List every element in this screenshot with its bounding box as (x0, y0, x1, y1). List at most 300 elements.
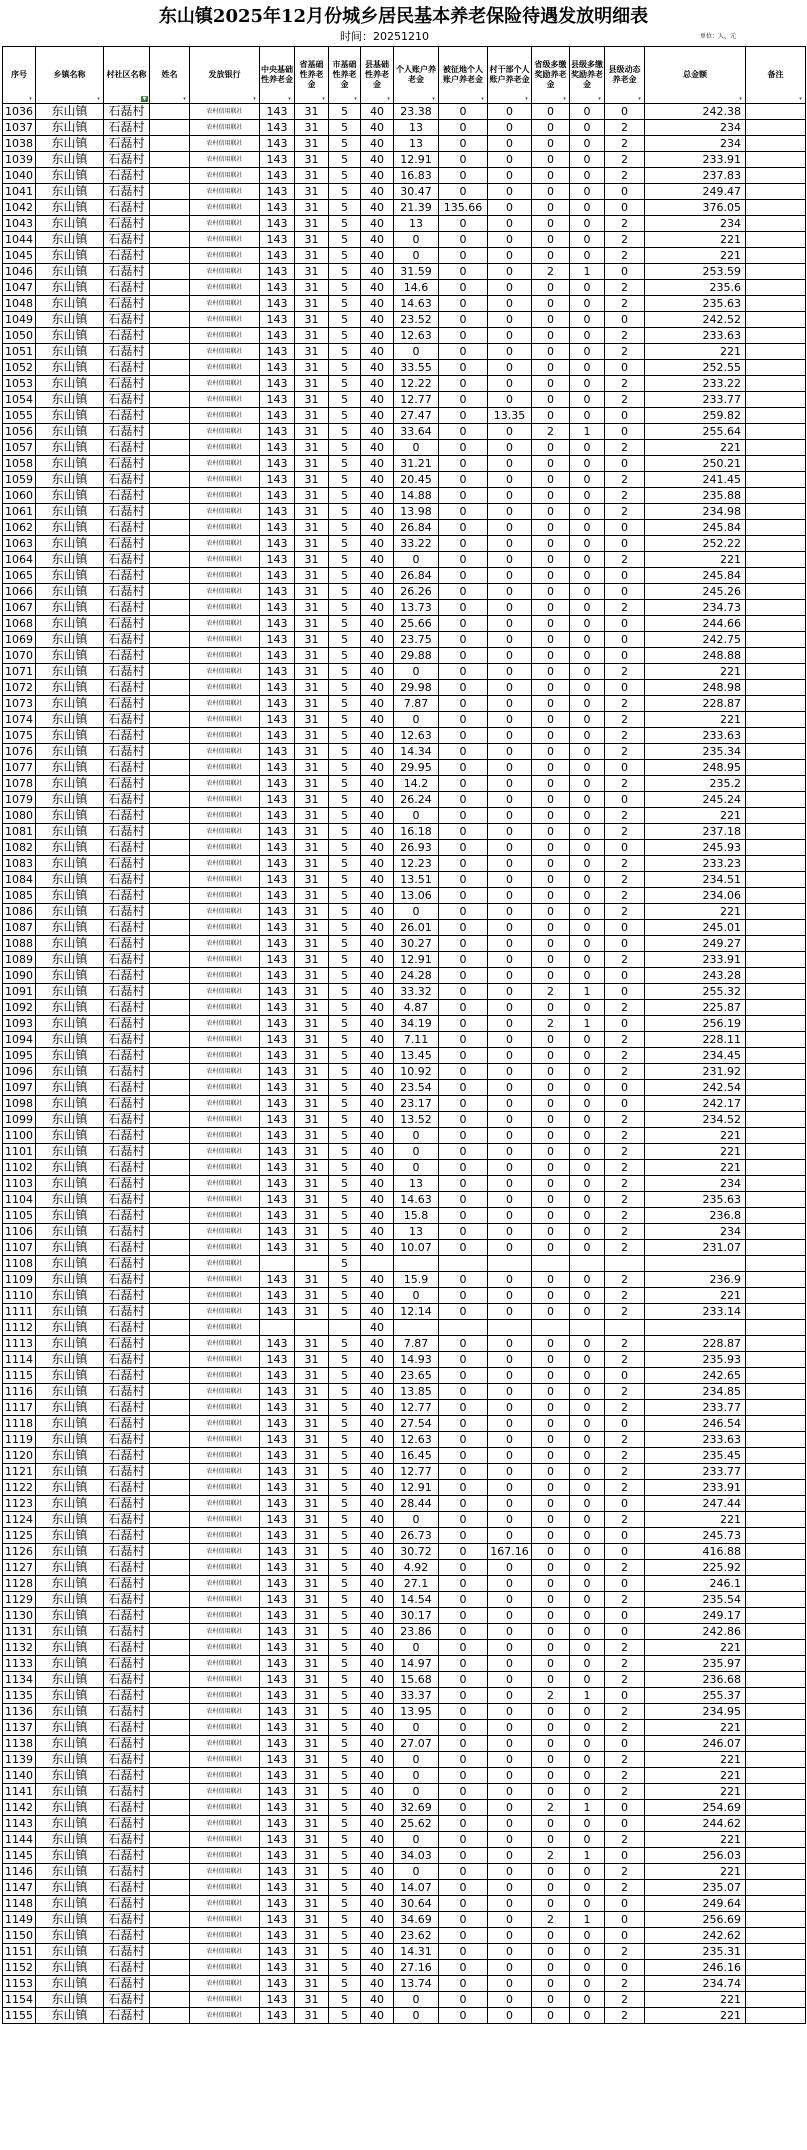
cell-remark (746, 616, 806, 632)
filter-dropdown-icon[interactable]: ▾ (251, 96, 258, 102)
cell-seq: 1078 (3, 776, 36, 792)
cell-county-bonus: 0 (570, 888, 605, 904)
table-row (3, 1944, 806, 1960)
cell-central-base: 143 (260, 568, 295, 584)
cell-personal-account: 0 (394, 440, 439, 456)
cell-bank: 农村信用联社 (190, 328, 260, 344)
cell-county-bonus: 0 (570, 360, 605, 376)
cell-personal-account: 33.32 (394, 984, 439, 1000)
cell-personal-account: 13.85 (394, 1384, 439, 1400)
cell-name (150, 792, 190, 808)
cell-name (150, 296, 190, 312)
filter-dropdown-icon[interactable]: ▾ (561, 96, 568, 102)
cell-village: 石磊村 (104, 1480, 150, 1496)
cell-personal-account: 25.62 (394, 1816, 439, 1832)
cell-personal-account: 23.52 (394, 312, 439, 328)
cell-land-acquired-account: 0 (439, 1080, 488, 1096)
filter-dropdown-icon[interactable]: ▾ (523, 96, 530, 102)
cell-cadre-account: 0 (488, 152, 532, 168)
cell-remark (746, 664, 806, 680)
cell-total: 242.62 (645, 1928, 746, 1944)
cell-personal-account: 0 (394, 1864, 439, 1880)
cell-county-bonus: 1 (570, 1016, 605, 1032)
cell-central-base: 143 (260, 1928, 295, 1944)
cell-township: 东山镇 (36, 1144, 104, 1160)
cell-land-acquired-account: 0 (439, 552, 488, 568)
filter-dropdown-icon[interactable]: ▾ (352, 96, 359, 102)
cell-total: 248.95 (645, 760, 746, 776)
filter-dropdown-icon[interactable]: ▾ (320, 96, 327, 102)
cell-land-acquired-account: 0 (439, 1640, 488, 1656)
cell-county-dynamic: 2 (605, 1944, 645, 1960)
cell-central-base: 143 (260, 2008, 295, 2024)
cell-township: 东山镇 (36, 1720, 104, 1736)
cell-name (150, 1880, 190, 1896)
cell-cadre-account: 0 (488, 1752, 532, 1768)
cell-total: 237.18 (645, 824, 746, 840)
cell-provincial-bonus: 0 (532, 104, 570, 120)
cell-county-bonus: 0 (570, 1784, 605, 1800)
cell-provincial-base: 31 (295, 1688, 329, 1704)
table-row (3, 1416, 806, 1432)
cell-name (150, 744, 190, 760)
cell-county-dynamic: 2 (605, 488, 645, 504)
cell-seq: 1104 (3, 1192, 36, 1208)
filter-dropdown-icon[interactable]: ▾ (385, 96, 392, 102)
cell-county-bonus: 0 (570, 872, 605, 888)
cell-county-bonus: 0 (570, 696, 605, 712)
table-row (3, 632, 806, 648)
cell-central-base: 143 (260, 632, 295, 648)
cell-provincial-bonus (532, 1320, 570, 1336)
cell-total: 376.05 (645, 200, 746, 216)
cell-name (150, 1976, 190, 1992)
cell-seq: 1084 (3, 872, 36, 888)
cell-cadre-account: 0 (488, 1816, 532, 1832)
cell-bank: 农村信用联社 (190, 1768, 260, 1784)
cell-county-base: 40 (361, 344, 394, 360)
cell-cadre-account: 0 (488, 1192, 532, 1208)
cell-seq: 1127 (3, 1560, 36, 1576)
cell-seq: 1116 (3, 1384, 36, 1400)
cell-provincial-bonus (532, 1256, 570, 1272)
cell-land-acquired-account: 0 (439, 792, 488, 808)
cell-bank: 农村信用联社 (190, 888, 260, 904)
cell-village: 石磊村 (104, 1592, 150, 1608)
cell-provincial-bonus: 0 (532, 328, 570, 344)
cell-cadre-account: 0 (488, 1032, 532, 1048)
cell-cadre-account: 0 (488, 504, 532, 520)
cell-cadre-account: 0 (488, 1576, 532, 1592)
col-header-village (104, 47, 150, 104)
cell-provincial-base: 31 (295, 408, 329, 424)
cell-name (150, 1944, 190, 1960)
cell-provincial-base: 31 (295, 872, 329, 888)
cell-cadre-account: 0 (488, 1176, 532, 1192)
cell-personal-account: 24.28 (394, 968, 439, 984)
cell-city-base: 5 (329, 744, 361, 760)
cell-seq: 1049 (3, 312, 36, 328)
filter-dropdown-icon[interactable]: ▾ (27, 96, 34, 102)
col-header-label: 省基础性养老金 (299, 60, 324, 89)
cell-county-base: 40 (361, 952, 394, 968)
cell-total (645, 1320, 746, 1336)
cell-provincial-bonus: 0 (532, 1816, 570, 1832)
filter-dropdown-icon[interactable]: ▾ (430, 96, 437, 102)
cell-county-base: 40 (361, 1544, 394, 1560)
cell-remark (746, 1656, 806, 1672)
cell-central-base: 143 (260, 184, 295, 200)
cell-township: 东山镇 (36, 1736, 104, 1752)
cell-total: 242.17 (645, 1096, 746, 1112)
cell-city-base: 5 (329, 1352, 361, 1368)
cell-land-acquired-account: 0 (439, 1496, 488, 1512)
table-row (3, 136, 806, 152)
cell-city-base: 5 (329, 1928, 361, 1944)
table-row (3, 1496, 806, 1512)
filter-dropdown-icon[interactable]: ▾ (636, 96, 643, 102)
cell-village: 石磊村 (104, 1608, 150, 1624)
cell-name (150, 936, 190, 952)
filter-dropdown-icon[interactable]: ▾ (95, 96, 102, 102)
cell-personal-account: 27.07 (394, 1736, 439, 1752)
cell-township: 东山镇 (36, 1272, 104, 1288)
cell-county-base: 40 (361, 1464, 394, 1480)
cell-provincial-bonus: 2 (532, 1848, 570, 1864)
cell-cadre-account: 0 (488, 1688, 532, 1704)
cell-remark (746, 1864, 806, 1880)
cell-county-bonus: 0 (570, 920, 605, 936)
cell-county-bonus: 0 (570, 376, 605, 392)
cell-bank: 农村信用联社 (190, 1016, 260, 1032)
cell-land-acquired-account: 0 (439, 568, 488, 584)
cell-cadre-account: 0 (488, 1480, 532, 1496)
cell-provincial-bonus: 2 (532, 424, 570, 440)
cell-township: 东山镇 (36, 1128, 104, 1144)
cell-provincial-bonus: 2 (532, 984, 570, 1000)
cell-name (150, 920, 190, 936)
cell-name (150, 1816, 190, 1832)
cell-remark (746, 856, 806, 872)
cell-village: 石磊村 (104, 1528, 150, 1544)
cell-bank: 农村信用联社 (190, 1384, 260, 1400)
cell-provincial-base: 31 (295, 1624, 329, 1640)
cell-county-dynamic: 2 (605, 1480, 645, 1496)
cell-county-bonus: 0 (570, 1752, 605, 1768)
cell-name (150, 1496, 190, 1512)
cell-city-base: 5 (329, 104, 361, 120)
cell-name (150, 1672, 190, 1688)
cell-cadre-account: 0 (488, 824, 532, 840)
cell-village: 石磊村 (104, 1320, 150, 1336)
cell-provincial-bonus: 0 (532, 1560, 570, 1576)
cell-county-bonus: 0 (570, 632, 605, 648)
cell-city-base: 5 (329, 1176, 361, 1192)
cell-village: 石磊村 (104, 1432, 150, 1448)
cell-personal-account: 0 (394, 1160, 439, 1176)
cell-county-bonus: 0 (570, 472, 605, 488)
cell-total: 233.23 (645, 856, 746, 872)
cell-county-bonus: 0 (570, 1432, 605, 1448)
cell-cadre-account: 0 (488, 1672, 532, 1688)
cell-city-base: 5 (329, 1080, 361, 1096)
filter-dropdown-icon[interactable]: ▾ (181, 96, 188, 102)
cell-personal-account: 0 (394, 232, 439, 248)
cell-remark (746, 456, 806, 472)
col-header-provincial-base (295, 47, 329, 104)
cell-personal-account: 30.72 (394, 1544, 439, 1560)
cell-provincial-base: 31 (295, 1176, 329, 1192)
cell-county-bonus: 0 (570, 1112, 605, 1128)
cell-city-base: 5 (329, 504, 361, 520)
cell-provincial-bonus: 0 (532, 760, 570, 776)
cell-county-base: 40 (361, 1448, 394, 1464)
cell-county-base: 40 (361, 264, 394, 280)
cell-township: 东山镇 (36, 296, 104, 312)
cell-city-base: 5 (329, 600, 361, 616)
cell-county-dynamic: 0 (605, 1096, 645, 1112)
cell-provincial-base: 31 (295, 488, 329, 504)
cell-seq: 1064 (3, 552, 36, 568)
cell-village: 石磊村 (104, 1112, 150, 1128)
filter-dropdown-icon[interactable]: ▾ (737, 96, 744, 102)
cell-provincial-base: 31 (295, 1544, 329, 1560)
filter-dropdown-icon[interactable]: ▾ (797, 96, 804, 102)
cell-provincial-bonus: 0 (532, 1192, 570, 1208)
cell-township: 东山镇 (36, 840, 104, 856)
cell-bank: 农村信用联社 (190, 696, 260, 712)
filter-dropdown-icon[interactable]: ▾ (479, 96, 486, 102)
cell-county-base: 40 (361, 840, 394, 856)
cell-remark (746, 1912, 806, 1928)
cell-village: 石磊村 (104, 1224, 150, 1240)
cell-bank: 农村信用联社 (190, 152, 260, 168)
filter-dropdown-icon[interactable]: ▾ (286, 96, 293, 102)
cell-county-base: 40 (361, 936, 394, 952)
cell-provincial-base: 31 (295, 1576, 329, 1592)
cell-city-base: 5 (329, 1832, 361, 1848)
cell-cadre-account: 0 (488, 1224, 532, 1240)
cell-seq: 1037 (3, 120, 36, 136)
cell-personal-account (394, 1320, 439, 1336)
cell-bank: 农村信用联社 (190, 408, 260, 424)
cell-cadre-account: 0 (488, 360, 532, 376)
cell-provincial-base: 31 (295, 520, 329, 536)
cell-township: 东山镇 (36, 1976, 104, 1992)
cell-village: 石磊村 (104, 1928, 150, 1944)
cell-county-bonus: 0 (570, 680, 605, 696)
cell-township: 东山镇 (36, 1912, 104, 1928)
col-header-personal-account (394, 47, 439, 104)
filter-active-icon[interactable]: ▼ (142, 96, 147, 102)
cell-cadre-account: 0 (488, 1048, 532, 1064)
cell-county-base: 40 (361, 1208, 394, 1224)
cell-provincial-bonus: 0 (532, 808, 570, 824)
cell-central-base: 143 (260, 1016, 295, 1032)
cell-cadre-account: 13.35 (488, 408, 532, 424)
cell-total: 259.82 (645, 408, 746, 424)
cell-central-base: 143 (260, 1992, 295, 2008)
cell-city-base: 5 (329, 680, 361, 696)
cell-township: 东山镇 (36, 776, 104, 792)
table-row (3, 1656, 806, 1672)
cell-county-bonus: 0 (570, 712, 605, 728)
cell-personal-account: 16.45 (394, 1448, 439, 1464)
cell-seq: 1124 (3, 1512, 36, 1528)
table-row (3, 1624, 806, 1640)
cell-name (150, 1320, 190, 1336)
cell-personal-account: 14.63 (394, 1192, 439, 1208)
cell-bank: 农村信用联社 (190, 1480, 260, 1496)
cell-total: 234 (645, 136, 746, 152)
cell-village: 石磊村 (104, 872, 150, 888)
cell-city-base: 5 (329, 280, 361, 296)
cell-land-acquired-account: 0 (439, 1016, 488, 1032)
table-row (3, 1704, 806, 1720)
cell-personal-account: 0 (394, 1128, 439, 1144)
table-row (3, 1912, 806, 1928)
cell-total: 221 (645, 664, 746, 680)
cell-remark (746, 1384, 806, 1400)
cell-seq: 1153 (3, 1976, 36, 1992)
col-header-total (645, 47, 746, 104)
cell-city-base: 5 (329, 1288, 361, 1304)
cell-city-base: 5 (329, 1896, 361, 1912)
cell-village: 石磊村 (104, 1336, 150, 1352)
cell-personal-account: 14.54 (394, 1592, 439, 1608)
cell-name (150, 776, 190, 792)
cell-county-dynamic: 2 (605, 1720, 645, 1736)
cell-county-bonus: 0 (570, 1144, 605, 1160)
cell-central-base (260, 1320, 295, 1336)
table-row (3, 488, 806, 504)
cell-personal-account: 13.51 (394, 872, 439, 888)
cell-land-acquired-account: 0 (439, 584, 488, 600)
cell-name (150, 1912, 190, 1928)
cell-central-base: 143 (260, 136, 295, 152)
cell-township: 东山镇 (36, 120, 104, 136)
cell-provincial-base: 31 (295, 120, 329, 136)
table-row (3, 1480, 806, 1496)
cell-central-base: 143 (260, 1368, 295, 1384)
cell-remark (746, 1640, 806, 1656)
cell-bank: 农村信用联社 (190, 1720, 260, 1736)
cell-cadre-account: 0 (488, 984, 532, 1000)
cell-central-base: 143 (260, 1672, 295, 1688)
cell-county-bonus: 0 (570, 1592, 605, 1608)
cell-township: 东山镇 (36, 1208, 104, 1224)
cell-total: 241.45 (645, 472, 746, 488)
table-row (3, 1752, 806, 1768)
cell-personal-account: 0 (394, 1640, 439, 1656)
cell-seq: 1089 (3, 952, 36, 968)
table-row (3, 1000, 806, 1016)
cell-county-base: 40 (361, 1688, 394, 1704)
cell-total: 234.51 (645, 872, 746, 888)
cell-total: 235.88 (645, 488, 746, 504)
cell-city-base: 5 (329, 440, 361, 456)
table-row (3, 1320, 806, 1336)
cell-land-acquired-account: 0 (439, 1144, 488, 1160)
cell-village: 石磊村 (104, 1496, 150, 1512)
cell-total: 243.28 (645, 968, 746, 984)
cell-county-bonus: 0 (570, 1608, 605, 1624)
cell-city-base: 5 (329, 136, 361, 152)
cell-land-acquired-account: 0 (439, 664, 488, 680)
cell-seq: 1095 (3, 1048, 36, 1064)
table-row (3, 184, 806, 200)
cell-central-base: 143 (260, 1544, 295, 1560)
cell-personal-account: 26.73 (394, 1528, 439, 1544)
cell-provincial-base: 31 (295, 1304, 329, 1320)
cell-township: 东山镇 (36, 168, 104, 184)
filter-dropdown-icon[interactable]: ▾ (596, 96, 603, 102)
col-header-seq (3, 47, 36, 104)
cell-central-base: 143 (260, 1688, 295, 1704)
cell-total: 249.47 (645, 184, 746, 200)
cell-township: 东山镇 (36, 1496, 104, 1512)
cell-total: 234.74 (645, 1976, 746, 1992)
cell-remark (746, 744, 806, 760)
cell-central-base: 143 (260, 904, 295, 920)
cell-name (150, 1224, 190, 1240)
cell-provincial-bonus: 0 (532, 936, 570, 952)
cell-total: 234.45 (645, 1048, 746, 1064)
cell-county-dynamic: 2 (605, 1000, 645, 1016)
cell-county-base: 40 (361, 776, 394, 792)
cell-name (150, 1608, 190, 1624)
cell-bank: 农村信用联社 (190, 1064, 260, 1080)
cell-central-base: 143 (260, 1576, 295, 1592)
table-row (3, 200, 806, 216)
table-row (3, 840, 806, 856)
cell-central-base: 143 (260, 1704, 295, 1720)
cell-name (150, 1592, 190, 1608)
cell-central-base: 143 (260, 1192, 295, 1208)
cell-name (150, 216, 190, 232)
cell-land-acquired-account: 0 (439, 984, 488, 1000)
cell-county-base: 40 (361, 360, 394, 376)
cell-name (150, 1352, 190, 1368)
cell-county-base: 40 (361, 1768, 394, 1784)
cell-name (150, 1656, 190, 1672)
cell-bank: 农村信用联社 (190, 840, 260, 856)
cell-village: 石磊村 (104, 168, 150, 184)
cell-name (150, 520, 190, 536)
cell-county-bonus: 0 (570, 1768, 605, 1784)
cell-cadre-account: 0 (488, 168, 532, 184)
cell-central-base: 143 (260, 1896, 295, 1912)
cell-cadre-account: 0 (488, 1960, 532, 1976)
cell-total: 233.77 (645, 1464, 746, 1480)
cell-central-base: 143 (260, 520, 295, 536)
cell-total: 221 (645, 1768, 746, 1784)
cell-county-bonus: 0 (570, 1992, 605, 2008)
cell-name (150, 1288, 190, 1304)
cell-county-base: 40 (361, 280, 394, 296)
cell-city-base: 5 (329, 1800, 361, 1816)
cell-bank: 农村信用联社 (190, 1544, 260, 1560)
cell-central-base: 143 (260, 1640, 295, 1656)
cell-county-dynamic: 2 (605, 1304, 645, 1320)
cell-county-base: 40 (361, 760, 394, 776)
cell-seq: 1060 (3, 488, 36, 504)
cell-personal-account: 7.11 (394, 1032, 439, 1048)
cell-township: 东山镇 (36, 616, 104, 632)
cell-cadre-account: 0 (488, 568, 532, 584)
cell-bank: 农村信用联社 (190, 824, 260, 840)
cell-county-base: 40 (361, 792, 394, 808)
